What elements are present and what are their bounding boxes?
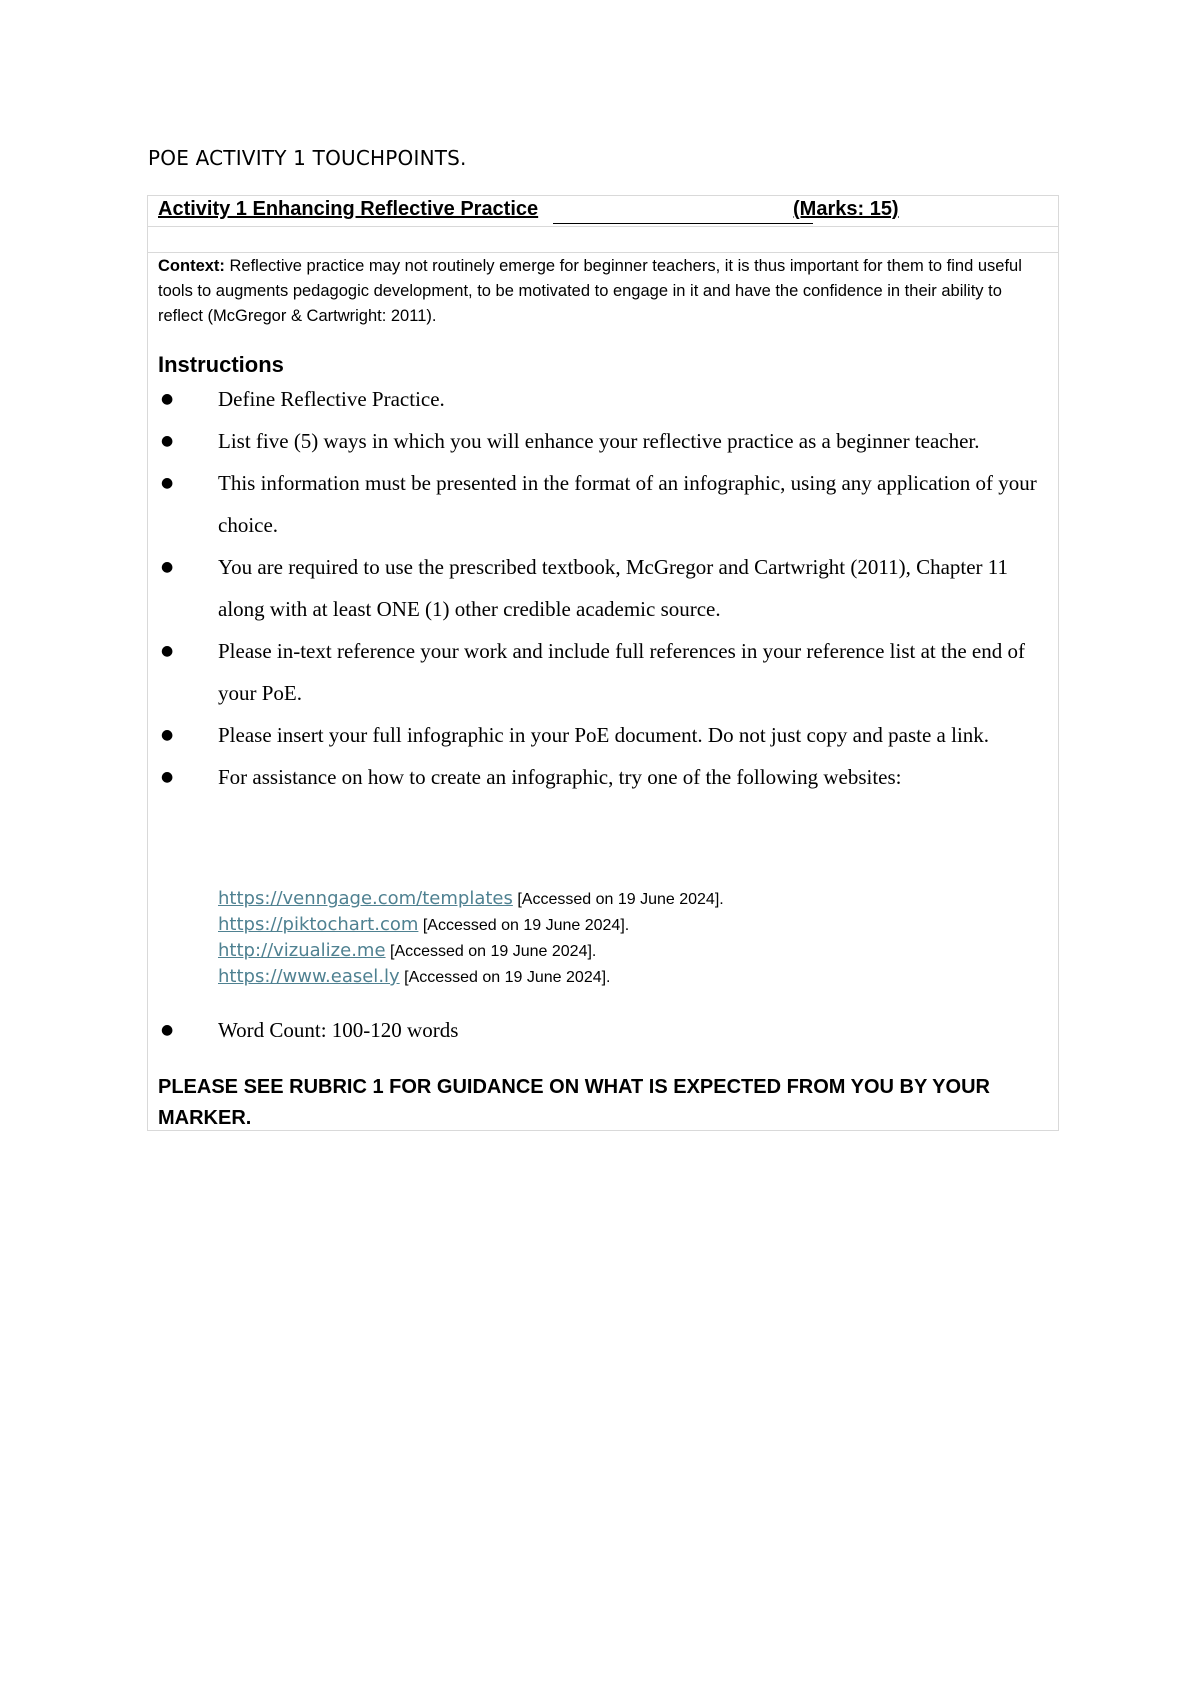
link-row xyxy=(218,938,724,964)
word-count-text: Word Count: 100-120 words xyxy=(218,1018,459,1042)
accessed-note: [Accessed on 19 June 2024]. xyxy=(399,969,611,986)
instructions-list xyxy=(148,378,1060,798)
list-item xyxy=(148,420,1060,462)
table-row-divider xyxy=(148,226,1058,227)
accessed-note: [Accessed on 19 June 2024]. xyxy=(385,943,597,960)
word-count-list xyxy=(148,1009,1060,1051)
list-item-text: Define Reflective Practice. xyxy=(218,387,445,411)
bullet-icon: ● xyxy=(161,559,174,575)
activity-title: Activity 1 Enhancing Reflective Practice xyxy=(158,198,539,220)
bullet-icon: ● xyxy=(161,475,174,491)
website-link[interactable]: https://www.easel.ly xyxy=(218,966,400,987)
bullet-icon: ● xyxy=(161,391,174,407)
table-row-divider xyxy=(148,252,1058,253)
link-row xyxy=(218,964,724,990)
bullet-icon: ● xyxy=(161,433,174,449)
website-link[interactable]: https://venngage.com/templates xyxy=(218,888,513,909)
list-item xyxy=(148,546,1060,630)
bullet-icon: ● xyxy=(161,1022,174,1038)
accessed-note: [Accessed on 19 June 2024]. xyxy=(418,917,630,934)
list-item-text: Please insert your full infographic in your PoE document. Do not just copy and paste a link. xyxy=(218,723,990,747)
title-underline xyxy=(553,223,813,224)
page-title: POE ACTIVITY 1 TOUCHPOINTS. xyxy=(148,146,467,170)
website-link[interactable]: http://vizualize.me xyxy=(218,940,386,961)
context-label: Context: xyxy=(158,257,225,275)
website-links-list xyxy=(218,886,724,990)
activity-marks: (Marks: 15) xyxy=(793,198,899,220)
list-item xyxy=(148,378,1060,420)
instructions-heading: Instructions xyxy=(158,352,284,377)
list-item-text: Please in-text reference your work and include full references in your reference list at the end of your PoE. xyxy=(218,639,1025,705)
link-row xyxy=(218,912,724,938)
list-item xyxy=(148,756,1060,798)
bullet-icon: ● xyxy=(161,769,174,785)
list-item-text: For assistance on how to create an infographic, try one of the following websites: xyxy=(218,765,902,789)
website-link[interactable]: https://piktochart.com xyxy=(218,914,419,935)
list-item-text: List five (5) ways in which you will enhance your reflective practice as a beginner teacher. xyxy=(218,429,980,453)
rubric-note: PLEASE SEE RUBRIC 1 FOR GUIDANCE ON WHAT IS EXPECTED FROM YOU BY YOUR MARKER. xyxy=(158,1076,990,1129)
list-item xyxy=(148,1009,1060,1051)
context-text: Reflective practice may not routinely emerge for beginner teachers, it is thus important for them to find useful tools to augments pedagogic development, to be motivated to engage in it and have the confidence in their ability to reflect (McGregor & Cartwright: 2011). xyxy=(158,257,1022,325)
context-paragraph xyxy=(158,254,1048,329)
activity-table xyxy=(147,195,1059,1131)
bullet-icon: ● xyxy=(161,727,174,743)
list-item-text: You are required to use the prescribed textbook, McGregor and Cartwright (2011), Chapter 11 along with at least ONE (1) other credible academic source. xyxy=(218,555,1009,621)
bullet-icon: ● xyxy=(161,643,174,659)
accessed-note: [Accessed on 19 June 2024]. xyxy=(512,891,724,908)
list-item xyxy=(148,462,1060,546)
list-item xyxy=(148,630,1060,714)
list-item-text: This information must be presented in the format of an infographic, using any application of your choice. xyxy=(218,471,1037,537)
list-item xyxy=(148,714,1060,756)
link-row xyxy=(218,886,724,912)
